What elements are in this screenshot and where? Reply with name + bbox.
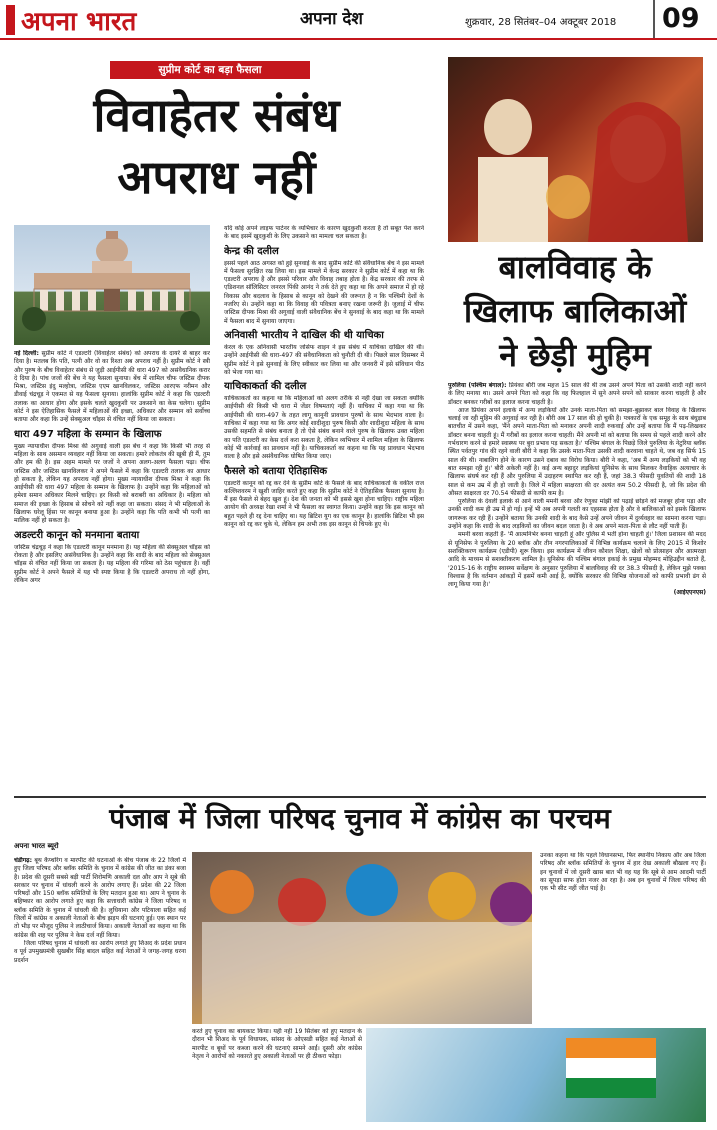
story1-column1 [14, 350, 210, 795]
story1-lead: नई दिल्ली: सुप्रीम कोर्ट ने एडल्टरी (विवाहेतर संबंध) को अपराध के दायरे से बाहर कर दिया है। मतलब कि पति, पत्नी और वो का रिश्ता अब अपराध नहीं है। सुप्रीम कोर्ट ने स्त्री और पुरुष के बीच विवाहेतर संबंध से जुड़ी आईपीसी की धारा 497 को असंवैधानिक करार दे दिया है। पांच जजों की बेंच ने यह फैसला सुनाया। बेंच में शामिल चीफ जस्टिस दीपक मिश्रा, जस्टिस इंदु मल्होत्रा, जस्टिस एएम खानविलकर, जस्टिस आरएफ नरीमन और डीवाई चंद्रचूड़ ने एकमत से यह फैसला सुनाया। हालांकि सुप्रीम कोर्ट ने कहा कि एडल्टरी तलाक का आधार होगा और इसके चलते खुदकुशी पर उकसाने का केस चलेगा। सुप्रीम कोर्ट ने इस ऐतिहासिक फैसले में महिलाओं की इच्छा, अधिकार और सम्मान को सर्वोच्च बताया और कहा कि उन्हें सेक्सुअल चॉइस से वंचित नहीं किया जा सकता। [14, 350, 210, 424]
story1-subhead-5: याचिकाकर्ता की दलील [224, 381, 307, 393]
story1-para-5: याचिकाकर्ता का कहना था कि महिलाओं को अलग तरीके से नहीं देखा जा सकता क्योंकि आईपीसी की किसी भी धारा में जेंडर विषमताएं नहीं हैं। याचिका में कहा गया था कि आईपीसी की धारा-497 के तहत लागू कानूनी प्रावधान पुरुषों के साथ भेदभाव वाला है। याचिका में कहा गया था कि अगर कोई शादीशुदा पुरुष किसी और शादीशुदा महिला के साथ उसकी सहमति से संबंध बनाता है तो ऐसे संबंध बनाने वाले पुरुष के खिलाफ उक्त महिला का पति एडल्टरी का केस दर्ज करा सकता है, लेकिन व्यभिचार में शामिल महिला के खिलाफ कोई भी कार्रवाई का प्रावधान नहीं है। याचिकाकर्ता का कहना था कि यह प्रावधान भेदभाव वाला है और इसे असंवैधानिक घोषित किया जाए। [224, 395, 424, 461]
story1-subhead-1: धारा 497 महिला के सम्मान के खिलाफ [14, 428, 162, 440]
story2-para-2: आज प्रियंका अपने इलाके में अन्य लड़कियों और उनके माता-पिता को समझा-बुझाकर बाल विवाह के खिलाफ चलाई जा रही मुहिम की अगुवाई कर रही है। बौरी अब 17 साल की हो चुकी है। पत्रकारों के एक समूह के साथ बंधुड़ाब बातचीत में उसने कहा, 'मैंने अपने माता-पिता को मनाकर अपनी शादी रुकवाई और उन्हें बताया कि मैं पढ़-लिखकर डॉक्टर बनना चाहती हूं। मैं गरीबों का इलाज करना चाहती। मैंने अपनी मां को बताया कि समय से पहले शादी करने और गर्भधारण करने से हमारे स्वास्थ्य पर बुरा प्रभाव पड़ सकता है।' पश्चिम बंगाल के पिछड़े जिले पुरुलिया के नेटुरिया ब्लॉक स्थित पर्वतपुर गांव की रहने वाली बौरी ने कहा कि उसके माता-पिता उसकी शादी करवाना चाहते थे, जब वह सिर्फ 15 साल की थी। नाबालिग होने के कारण उसने दबाव का विरोध किया। बौरी ने कहा, 'अब मैं अन्य लड़कियों को भी वह बात समझा रही हूं।' बौरी अकेली नहीं है। कई अन्य बहादुर लड़कियां यूनिसेफ के साथ मिलकर वैवाहिक अत्याचार के खिलाफ संघर्ष कर रही हैं और पुरुलिया में उदाहरण स्थापित कर रही हैं, जहां 38.3 फीसदी युवतियों की शादी 18 साल से कम उम्र में ही हो जाती है। जिले में महिला साक्षरता की दर अत्यंत कम 50.2 फीसदी है, जो कि प्रदेश की औसत साक्षरता दर 70.54 फीसदी से काफी कम है। [448, 406, 706, 497]
story3-column2 [192, 1028, 362, 1122]
story1-subhead-2: अडल्टरी कानून को मनमाना बताया [14, 529, 140, 541]
congress-flags-photo [366, 1028, 706, 1122]
brand-bar [6, 5, 15, 35]
story1-para-2: जस्टिस चंद्रचूड़ ने कहा कि एडल्टरी कानून मनमाना है। यह महिला की सेक्सुअल चॉइस को रोकता है और इसलिए असंवैधानिक है। उन्होंने कहा कि शादी के बाद महिला को सेक्सुअल चॉइस से वंचित नहीं किया जा सकता है। यह महिला की गरिमा को ठेस पहुंचाता है। वहीं सुप्रीम कोर्ट ने अपने फैसले में यह भी स्पष्ट किया है कि एडल्टरी अपराध तो नहीं होगा, लेकिन अगर [14, 543, 210, 584]
story3-byline: अपना भारत ब्यूरो [14, 842, 59, 850]
story2-para-1: पुरुलिया (पश्चिम बंगाल): प्रियंका बौरी जब महज 15 साल की थी तब उसने अपने पिता को उसकी शादी नहीं करने के लिए मनाया था। उसने अपने पिता को कहा कि वह फिलहाल में सुने अपने सपने को साकार करना चाहती है और डॉक्टर बनकर गरीबों का इलाज करना चाहती है। [448, 382, 706, 406]
story3-para-4: उनका कहना था कि पहले विधानसभा, फिर स्थानीय निकाय और अब जिला परिषद और ब्लॉक समितियों के चुनाव में हार देख अकाली बौखला गए हैं। इन चुनावों में जो दूसरी खास बात भी वह यह कि सूबे से आम आदमी पार्टी का सूपड़ा साफ होता नजर आ रहा है। अब इन चुनावों में जिला परिषद की एक भी सीट नहीं जीत पाई है। [540, 852, 706, 893]
story1-headline [14, 84, 419, 208]
story3-headline: पंजाब में जिला परिषद चुनाव में कांग्रेस का परचम [109, 802, 611, 835]
story2-para-4: ममनी बरवा कहती हैं- 'मैं आत्मनिर्भर बनना चाहती हूं और पुलिस में भर्ती होना चाहती हूं।' जिला प्रशासन की मदद से यूनिसेफ ने पुरुलिया के 20 ब्लॉक और तीन नगरपालिकाओं में विभिन्न कार्यक्रम चलाने के लिए 2015 में किशोर सशक्तिकरण कार्यक्रम (एडीपी) शुरू किया। इस कार्यक्रम में जीवन कौशल शिक्षा, खेलों को प्रोत्साहन और आत्मरक्षा आदि के माध्यम से सशक्तीकरण शामिल है। यूनिसेफ की पश्चिम बंगाल इकाई के प्रमुख मोहम्मद मोहिउद्दीन बताते हैं, '2015-16 के राष्ट्रीय स्वास्थ्य सर्वेक्षण के अनुसार पुरुलिया में बालविवाह की दर 38.3 फीसदी है, लेकिन मुझे पक्का विश्वास है कि वर्तमान आंकड़ों में इसमें कमी आई है, क्योंकि सरकार की विभिन्न योजनाओं को काफी प्रभावी ढंग से लागू किया गया है।' [448, 531, 706, 589]
brand-name: अपना भारत [21, 7, 137, 37]
issue-date: शुक्रवार, 28 सितंबर–04 अक्टूबर 2018 [465, 17, 617, 28]
page-number: 09 [653, 0, 717, 38]
story3-para-3: करते हुए चुनाव का बायकाट किया। यही नहीं 19 सितंबर को हुए मतदान के दौरान भी शिअद के पूर्व विधायक, सांसद के ओएसडी सहित कई नेताओं से मारपीट व बूथों पर कब्जा करने की घटनाएं सामने आईं। दूसरी ओर कांग्रेस नेतृत्व ने आरोपों को नकारते हुए अकाली नेताओं पर ही ठीकरा फोड़ा। [192, 1028, 362, 1060]
story2-column [448, 382, 706, 787]
section-divider [14, 796, 706, 798]
story1-column2 [224, 225, 424, 795]
story1-para-4: केरल के एक अनिवासी भारतीय जोसेफ शाइन ने इस संबंध में याचिका दाखिल की थी। उन्होंने आईपीसी की धारा-497 की संवैधानिकता को चुनौती दी थी। पिछले साल दिसम्बर में सुप्रीम कोर्ट ने इसे सुनवाई के लिए स्वीकार कर लिया था और जनवरी में इसे संविधान पीठ को भेजा गया था। [224, 343, 424, 376]
story1-subhead-4: अनिवासी भारतीय ने दाखिल की थी याचिका [224, 329, 384, 341]
story3-column3 [540, 852, 706, 937]
story2-headline-line1: बालविवाह के [498, 248, 652, 286]
story2-dateline: पुरुलिया (पश्चिम बंगाल): [448, 382, 507, 389]
story2-headline [440, 245, 710, 377]
story1-para-continued: यदि कोई अपने लाइफ पार्टनर के व्यभिचार के कारण खुदकुशी करता है तो सबूत पेश करने के बाद इसमें खुदकुशी के लिए उकसाने का मामला चल सकता है। [224, 225, 424, 241]
party-flag-icon [366, 1028, 706, 1122]
masthead [0, 0, 717, 40]
story2-headline-line3: ने छेड़ी मुहिम [499, 336, 651, 374]
bride-figure-icon [448, 57, 703, 242]
story1-headline-line1: विवाहेतर संबंध [93, 88, 340, 142]
story1-dateline: नई दिल्ली: [14, 350, 39, 357]
supreme-court-photo [14, 225, 210, 345]
brand-logo [6, 2, 136, 38]
section-name: अपना देश [300, 9, 363, 29]
story1-subhead-6: फैसले को बताया ऐतिहासिक [224, 465, 328, 477]
story2-headline-line2: खिलाफ बालिकाओं [463, 292, 687, 330]
voters-crowd-icon [192, 852, 532, 1024]
story1-headline-line2: अपराध नहीं [117, 150, 316, 204]
story1-para-3: इससे पहले आठ अगस्त को हुई सुनवाई के बाद सुप्रीम कोर्ट की संवैधानिक बेंच ने इस मामले में फैसला सुरक्षित रख लिया था। इस मामले में केन्द्र सरकार ने सुप्रीम कोर्ट में कहा था कि एडल्टरी अपराध है और इससे परिवार और विवाह तबाह होता है। केंद्र सरकार की तरफ से एडिशनल सॉलिसिटर जनरल पिंकी आनंद ने तर्क देते हुए कहा था कि अपने समाज में हो रहे विकास और बदलाव के हिसाब से कानून को देखने की जरूरत है न कि पश्चिमी देशों के नजरिए से। उन्होंने कहा था कि विवाह की पवित्रता बनाए रखना जरूरी है। जुलाई में चीफ जस्टिस दीपक मिश्रा की अगुवाई वाली संवैधानिक बेंच ने सुनवाई के बाद कहा था कि मामले में फैसला बाद में सुनाया जाएगा। [224, 259, 424, 325]
story2-para-3: पुरुलिया के देवली इलाके से आने वाली ममनी बरवा और रेणुका मांझी को पढ़ाई छोड़ने को मजबूर होना पड़ा और उनकी शादी कम ही उम्र में हो गई। इन्हें भी अब अपनी गलती का एहसास होता है और वे बालिकाओं को इसके खिलाफ जागरूक कर रही हैं। उन्होंने बताया कि उनकी शादी के बाद कैसे उन्हें अपने जीवन में दुर्व्यवहार का सामना करना पड़ा। उन्होंने कहा कि शादी के बाद लड़कियों का जीवन बदल जाता है। वे अब अपने माता-पिता से लौट नहीं पाती हैं। [448, 498, 706, 531]
story1-kicker: सुप्रीम कोर्ट का बड़ा फैसला [110, 61, 310, 79]
supreme-court-building-icon [14, 225, 210, 345]
child-bride-photo [448, 57, 703, 242]
voters-queue-photo [192, 852, 532, 1024]
story1-para-6: एडल्टरी कानून को रद्द कर देने के सुप्रीम कोर्ट के फैसले के बाद याचिकाकर्ता के वकील राज कल्लिशवरम ने खुशी जाहिर करते हुए कहा कि सुप्रीम कोर्ट ने ऐतिहासिक फैसला सुनाया है। मैं इस फैसले से बेहद खुश हूं। देश की जनता को भी इससे खुश होना चाहिए। राष्ट्रीय महिला आयोग की अध्यक्ष रेखा शर्मा ने भी फैसला का स्वागत किया। उन्होंने कहा कि इस कानून को बहुत पहले ही रद्द देना चाहिए था। यह ब्रिटिश युग का एक कानून है। हालांकि ब्रिटिश भी इस कानून को रद्द कर चुके थे, लेकिन हम अभी तक इस कानून से चिपके हुए थे। [224, 479, 424, 529]
story3-column1 [14, 842, 186, 1122]
story2-credit: (आईएएनएस) [673, 589, 706, 597]
story3-para-1: चंडीगढ़: बूथ कैप्चरिंग व मारपीट की घटनाओं के बीच पंजाब के 22 जिलों में हुए जिला परिषद और ब्लॉक समिति के चुनाव में कांग्रेस की जीत का डंका बजा है। प्रदेश की दूसरी सबसे बड़ी पार्टी शिरोमणि अकाली दल और आप ने सूबे की सरकार पर चुनाव में धांधली करने के आरोप लगाए हैं। प्रदेश की 22 जिला परिषदों और 150 ब्लॉक समितियों के लिए मतदान हुआ था। आप ने चुनाव के बहिष्कार का आरोप लगाते हुए कहा कि सत्ताधारी कांग्रेस ने जिला परिषद व ब्लॉक समिति के चुनाव में धांधली की है। लुधियाना और पटियाला सहित कई जिलों में कांग्रेस व अकाली नेताओं के बीच झड़प की घटनाएं हुई। एक स्थान पर तो भीड़ पर मौजूद पुलिस ने लाठीचार्ज किया। अकाली नेताओं का कहना था कि कांग्रेस की शह पर पुलिस ने केस दर्ज नहीं किया। [14, 857, 186, 939]
story3-dateline: चंडीगढ़: [14, 857, 33, 864]
story1-para-1: मुख्य न्यायाधीश दीपक मिश्रा की अगुवाई वाली इस बेंच ने कहा कि किसी भी तरह से महिला के साथ असमान व्यवहार नहीं किया जा सकता। हमारे लोकतंत्र की खूबी ही मैं, तुम और हम की है। इस अहम मामले पर जजों ने अपना अलग-अलग फैसला पढ़ा। चीफ जस्टिस और जस्टिस खानविलकर ने अपने फैसले में कहा कि एडल्टरी तलाक का आधार हो सकता है, लेकिन यह अपराध नहीं होगा। मुख्य न्यायाधीश दीपक मिश्रा ने कहा कि आईपीसी की धारा 497 महिला के सम्मान के खिलाफ है। उन्होंने कहा कि महिलाओं को हमेशा समान अधिकार मिलने चाहिए। हर किसी को बराबरी का अधिकार है। महिला को समाज की इच्छा के हिसाब से सोचने को नहीं कहा जा सकता। संसद ने भी महिलाओं के खिलाफ घरेलू हिंसा पर कानून बनाया हुआ है। उन्होंने कहा कि पति कभी भी पत्नी का मालिक नहीं हो सकता है। [14, 442, 210, 525]
story3-para-2: जिला परिषद चुनाव में धांधली का आरोप लगाते हुए शिअद के प्रदेश प्रधान व पूर्व उपमुख्यमंत्री सुखबीर सिंह बादल सहित कई नेताओं ने जगह-जगह धरना प्रदर्शन [14, 939, 186, 964]
story1-subhead-3: केन्द्र की दलील [224, 245, 279, 257]
